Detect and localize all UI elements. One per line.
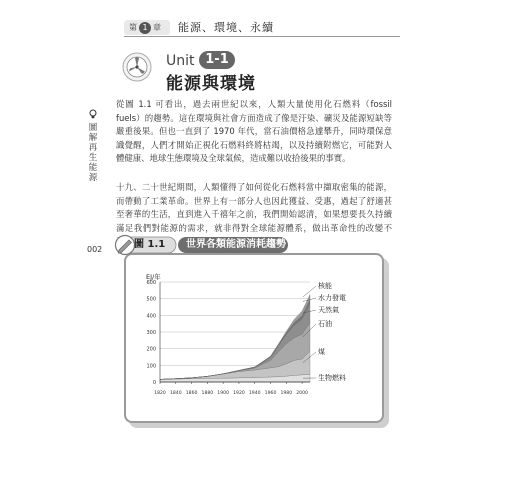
y-tick-label: 200 xyxy=(146,346,156,353)
y-tick-label: 400 xyxy=(146,313,156,320)
series-label: 水力發電 xyxy=(318,294,346,302)
x-tick-label: 2000 xyxy=(296,391,308,396)
x-tick-label: 1900 xyxy=(217,391,230,396)
x-tick-label: 1880 xyxy=(201,391,214,396)
x-tick-label: 1820 xyxy=(154,391,166,396)
wind-turbine-icon xyxy=(122,52,152,82)
side-book-title: 圖解再生能源 xyxy=(88,123,98,183)
chapter-number: 1 xyxy=(139,22,151,34)
chapter-title: 能源、環境、永續 xyxy=(178,21,274,34)
leader-line xyxy=(303,286,316,297)
series-label: 石油 xyxy=(318,320,332,328)
series-label: 煤 xyxy=(318,348,325,356)
body-paragraph-1: 從圖 1.1 可看出，過去兩世紀以來，人類大量使用化石燃料（fossil fuels）的趨勢。這在環境與社會方面造成了像是汙染、礦災及能源短缺等嚴重後果。但也一直到了 1970 年代，當石油價格急遽攀升，同時環保意識覺醒，人們才開始正視化石燃料終將枯竭，以及持續附燃它，可能對人體健康、地球生態環境及全球氣候，造成難以收拾後果的事實。 xyxy=(116,99,392,164)
y-tick-label: 500 xyxy=(146,296,156,303)
chapter-badge xyxy=(124,20,170,35)
x-tick-label: 1940 xyxy=(248,391,261,396)
lightbulb-icon xyxy=(88,109,98,119)
x-tick-label: 1920 xyxy=(233,391,245,396)
series-label: 生物燃料 xyxy=(318,374,346,382)
chapter-suffix: 章 xyxy=(153,23,161,32)
figure-number: 圖 1.1 xyxy=(134,239,166,250)
x-tick-label: 1840 xyxy=(169,391,182,396)
unit-title: 能源與環境 xyxy=(166,74,256,94)
y-tick-label: 100 xyxy=(146,363,156,370)
figure-title: 世界各類能源消耗趨勢 xyxy=(186,239,286,250)
body-paragraph-2: 十九、二十世紀期間，人類懂得了如何從化石燃料當中擷取密集的能源，而帶動了工業革命。世界上有一部分人也因此獲益、受惠，過起了舒適甚至奢華的生活，直到進入千禧年之前，我們開始認清，如果想要長久持續滿足我們對能源的需求，就非得對全球能源體系，做出革命性的改變不 xyxy=(116,182,392,233)
series-label: 核能 xyxy=(318,282,332,290)
energy-consumption-chart xyxy=(130,268,380,418)
x-tick-label: 1960 xyxy=(264,391,277,396)
y-axis-label: EJ/年 xyxy=(146,273,161,281)
y-tick-label: 0 xyxy=(152,380,156,386)
chapter-prefix: 第 xyxy=(129,23,137,32)
page-number: 002 xyxy=(87,245,103,254)
unit-label: Unit xyxy=(166,53,195,69)
series-label: 天然氣 xyxy=(318,306,339,314)
x-tick-label: 1980 xyxy=(280,391,293,396)
x-tick-label: 1860 xyxy=(185,391,198,396)
y-tick-label: 600 xyxy=(146,280,156,286)
y-tick-label: 300 xyxy=(146,330,156,336)
header-divider xyxy=(124,36,400,37)
unit-number-badge: 1-1 xyxy=(199,51,235,69)
